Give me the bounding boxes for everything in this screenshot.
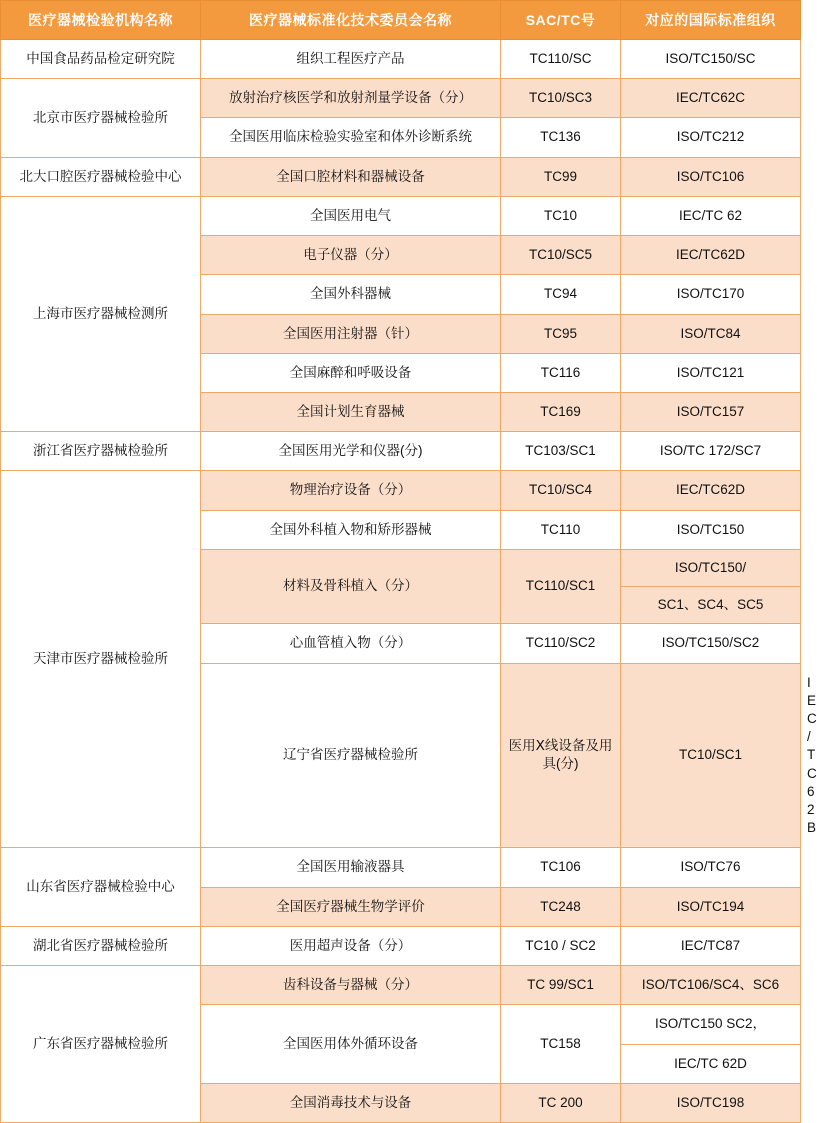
committee-cell: 全国计划生育器械 (201, 392, 501, 431)
institution-cell: 辽宁省医疗器械检验所 (201, 663, 501, 848)
tc-number-cell: TC116 (501, 353, 621, 392)
iso-org-cell: ISO/TC106/SC4、SC6 (621, 966, 801, 1005)
iso-org-cell: ISO/TC198 (621, 1083, 801, 1122)
column-header-tc-number: SAC/TC号 (501, 1, 621, 40)
tc-number-cell: TC248 (501, 887, 621, 926)
iso-org-cell: ISO/TC150 (621, 510, 801, 549)
column-header-institution: 医疗器械检验机构名称 (1, 1, 201, 40)
committee-cell: 医用Ⅹ线设备及用具(分) (501, 663, 621, 848)
tc-number-cell: TC10/SC3 (501, 79, 621, 118)
committee-cell: 全国医用电气 (201, 196, 501, 235)
iso-org-cell: ISO/TC150/SC2 (621, 624, 801, 663)
table-row (1, 157, 801, 196)
tc-number-cell: TC136 (501, 118, 621, 157)
committee-cell: 全国麻醉和呼吸设备 (201, 353, 501, 392)
table-header-row (1, 1, 801, 40)
tc-number-cell: TC103/SC1 (501, 432, 621, 471)
column-header-iso-org: 对应的国际标准组织 (621, 1, 801, 40)
table-row (1, 432, 801, 471)
institution-cell: 浙江省医疗器械检验所 (1, 432, 201, 471)
iso-org-cell: IEC/TC62D (621, 471, 801, 510)
tc-number-cell: TC10 / SC2 (501, 926, 621, 965)
committee-cell: 心血管植入物（分） (201, 624, 501, 663)
committee-cell: 齿科设备与器械（分） (201, 966, 501, 1005)
iso-org-cell: IEC/TC62C (621, 79, 801, 118)
iso-org-cell: IEC/TC87 (621, 926, 801, 965)
iso-org-cell: ISO/TC194 (621, 887, 801, 926)
table-header (1, 1, 801, 40)
table-row (1, 471, 801, 510)
iso-org-cell: ISO/TC84 (621, 314, 801, 353)
committee-cell: 放射治疗核医学和放射剂量学设备（分） (201, 79, 501, 118)
committee-cell: 全国医疗器械生物学评价 (201, 887, 501, 926)
committee-cell: 全国医用注射器（针） (201, 314, 501, 353)
institution-cell: 上海市医疗器械检测所 (1, 196, 201, 431)
tc-number-cell: TC99 (501, 157, 621, 196)
tc-number-cell: TC106 (501, 848, 621, 887)
tc-number-cell: TC10/SC4 (501, 471, 621, 510)
committee-cell: 全国口腔材料和器械设备 (201, 157, 501, 196)
iso-org-cell: IEC/TC62D (621, 236, 801, 275)
iso-org-line: SC1、SC4、SC5 (657, 597, 764, 613)
iso-org-cell: ISO/TC 172/SC7 (621, 432, 801, 471)
committee-cell: 组织工程医疗产品 (201, 40, 501, 79)
table-row (1, 40, 801, 79)
column-header-committee: 医疗器械标准化技术委员会名称 (201, 1, 501, 40)
iso-org-cell: ISO/TC76 (621, 848, 801, 887)
institution-cell: 湖北省医疗器械检验所 (1, 926, 201, 965)
iso-org-cell: IEC/TC 62 (621, 196, 801, 235)
committee-cell: 全国外科器械 (201, 275, 501, 314)
committee-cell: 全国医用体外循环设备 (201, 1005, 501, 1083)
table-body (1, 40, 817, 1123)
table-row: 辽宁省医疗器械检验所 医用Ⅹ线设备及用具(分) TC10/SC1 IEC/TC62B (1, 663, 801, 848)
tc-number-cell: TC110/SC1 (501, 549, 621, 623)
committee-cell: 全国消毒技术与设备 (201, 1083, 501, 1122)
tc-number-cell: TC95 (501, 314, 621, 353)
committee-cell: 电子仪器（分） (201, 236, 501, 275)
iso-org-cell: ISO/TC157 (621, 392, 801, 431)
institution-cell: 北京市医疗器械检验所 (1, 79, 201, 157)
committee-cell: 全国医用光学和仪器(分) (201, 432, 501, 471)
tc-number-cell: TC110/SC (501, 40, 621, 79)
tc-number-cell: TC10 (501, 196, 621, 235)
institution-cell: 山东省医疗器械检验中心 (1, 848, 201, 926)
iso-org-cell (621, 549, 801, 623)
table-row (1, 966, 801, 1005)
tc-number-cell: TC 99/SC1 (501, 966, 621, 1005)
table-row (1, 196, 801, 235)
institution-cell: 北大口腔医疗器械检验中心 (1, 157, 201, 196)
committee-cell: 医用超声设备（分） (201, 926, 501, 965)
committee-cell: 全国医用临床检验实验室和体外诊断系统 (201, 118, 501, 157)
committee-cell: 物理治疗设备（分） (201, 471, 501, 510)
iso-org-cell: ISO/TC106 (621, 157, 801, 196)
tc-number-cell: TC10/SC1 (621, 663, 801, 848)
tc-number-cell: TC169 (501, 392, 621, 431)
tc-number-cell: TC94 (501, 275, 621, 314)
iso-org-cell: ISO/TC150/SC (621, 40, 801, 79)
institution-cell: 天津市医疗器械检验所 (1, 471, 201, 848)
tc-number-cell: TC 200 (501, 1083, 621, 1122)
iso-org-cell: ISO/TC150 SC2， (621, 1005, 801, 1044)
committee-cell: 全国医用输液器具 (201, 848, 501, 887)
tc-number-cell: TC10/SC5 (501, 236, 621, 275)
table-row (1, 926, 801, 965)
table-row (1, 848, 801, 887)
iso-org-cell: ISO/TC121 (621, 353, 801, 392)
institution-cell: 中国食品药品检定研究院 (1, 40, 201, 79)
iso-org-line: ISO/TC150/ (621, 550, 800, 587)
iso-org-cell: IEC/TC 62D (621, 1044, 801, 1083)
tc-number-cell: TC110/SC2 (501, 624, 621, 663)
iso-org-cell: ISO/TC170 (621, 275, 801, 314)
tc-number-cell: TC158 (501, 1005, 621, 1083)
tc-number-cell: TC110 (501, 510, 621, 549)
table-row (1, 79, 801, 118)
institution-cell: 广东省医疗器械检验所 (1, 966, 201, 1123)
committee-cell: 材料及骨科植入（分） (201, 549, 501, 623)
iso-org-cell: ISO/TC212 (621, 118, 801, 157)
committee-cell: 全国外科植入物和矫形器械 (201, 510, 501, 549)
